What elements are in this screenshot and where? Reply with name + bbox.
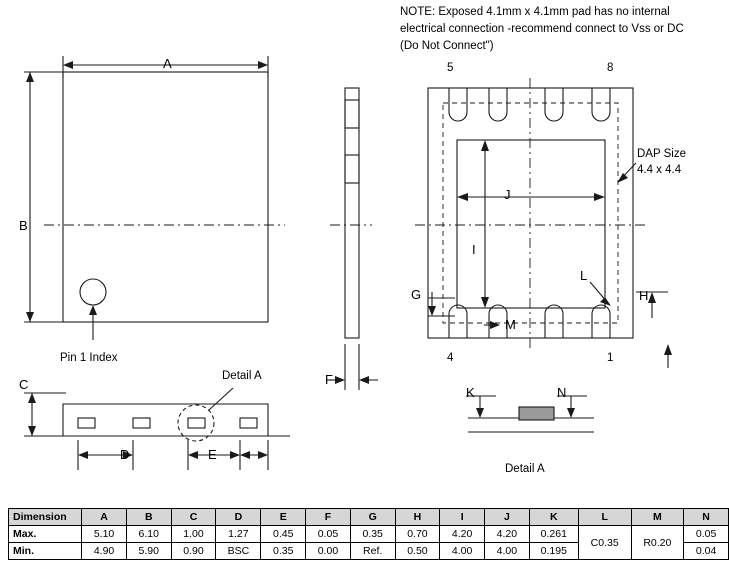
label-pin-1: 1 <box>607 352 614 364</box>
table-header-cell: N <box>684 509 729 526</box>
table-header-cell: G <box>350 509 395 526</box>
label-dim-d: D <box>120 447 130 462</box>
label-pin-4: 4 <box>447 352 454 364</box>
table-cell: 5.10 <box>82 526 127 543</box>
table-cell: 4.20 <box>440 526 485 543</box>
pin-1-index-circle <box>80 279 106 305</box>
table-cell: 0.261 <box>529 526 578 543</box>
label-dim-b: B <box>19 218 28 233</box>
top-view-body <box>63 72 268 322</box>
table-header-cell: K <box>529 509 578 526</box>
side-view-body <box>63 404 268 436</box>
table-header-cell: C <box>171 509 216 526</box>
table-cell: 0.05 <box>306 526 351 543</box>
table-cell: 0.45 <box>261 526 306 543</box>
table-cell: 0.04 <box>684 543 729 560</box>
table-cell: Ref. <box>350 543 395 560</box>
table-cell: BSC <box>216 543 261 560</box>
table-cell: 0.90 <box>171 543 216 560</box>
label-dim-h: H <box>639 288 649 303</box>
label-pin-8: 8 <box>607 62 614 74</box>
label-pin-5: 5 <box>447 62 454 74</box>
table-cell: 1.27 <box>216 526 261 543</box>
table-cell: 6.10 <box>126 526 171 543</box>
table-cell: 0.70 <box>395 526 440 543</box>
end-view-body <box>345 88 359 338</box>
label-detail-a-callout: Detail A <box>222 370 262 382</box>
table-cell: 4.20 <box>485 526 530 543</box>
table-header-cell: E <box>261 509 306 526</box>
label-dim-j: J <box>504 187 511 202</box>
label-dap-size-line1: DAP Size <box>637 148 687 160</box>
table-cell: 4.90 <box>82 543 127 560</box>
table-header-cell: A <box>82 509 127 526</box>
table-header-cell: D <box>216 509 261 526</box>
table-row-label: Max. <box>9 526 82 543</box>
table-header-cell: Dimension <box>9 509 82 526</box>
label-dim-k: K <box>466 385 475 400</box>
table-cell: 0.50 <box>395 543 440 560</box>
label-detail-a-caption: Detail A <box>505 463 545 475</box>
table-header-cell: J <box>485 509 530 526</box>
table-header-cell: L <box>578 509 631 526</box>
label-dim-l: L <box>580 268 588 283</box>
table-cell: 5.90 <box>126 543 171 560</box>
detail-a-pad <box>519 407 554 420</box>
table-cell: 0.05 <box>684 526 729 543</box>
label-dim-e: E <box>208 447 217 462</box>
table-cell: 4.00 <box>485 543 530 560</box>
label-dim-f: F <box>325 372 333 387</box>
label-dim-i: I <box>472 242 476 257</box>
table-cell: 0.195 <box>529 543 578 560</box>
label-pin-1-index: Pin 1 Index <box>60 352 118 364</box>
label-dim-c: C <box>19 377 29 392</box>
label-dim-g: G <box>411 287 422 302</box>
label-dim-n: N <box>557 385 567 400</box>
table-header-cell: I <box>440 509 485 526</box>
table-row-label: Min. <box>9 543 82 560</box>
dimension-table <box>8 508 729 560</box>
table-cell: 0.35 <box>350 526 395 543</box>
table-cell: 0.00 <box>306 543 351 560</box>
label-dim-a: A <box>163 56 172 71</box>
table-header-cell: F <box>306 509 351 526</box>
table-header-cell: H <box>395 509 440 526</box>
table-row <box>9 526 729 543</box>
note-text: NOTE: Exposed 4.1mm x 4.1mm pad has no internal electrical connection -recommend connect to Vss or DC (Do Not Connect") <box>400 6 684 52</box>
table-cell-merged-l: C0.35 <box>578 526 631 560</box>
table-cell-merged-m: R0.20 <box>631 526 684 560</box>
table-header-cell: M <box>631 509 684 526</box>
label-dap-size-line2: 4.4 x 4.4 <box>637 164 682 176</box>
table-header-cell: B <box>126 509 171 526</box>
table-cell: 0.35 <box>261 543 306 560</box>
table-cell: 1.00 <box>171 526 216 543</box>
table-header-row <box>9 509 729 526</box>
table-cell: 4.00 <box>440 543 485 560</box>
label-dim-m: M <box>505 317 516 332</box>
